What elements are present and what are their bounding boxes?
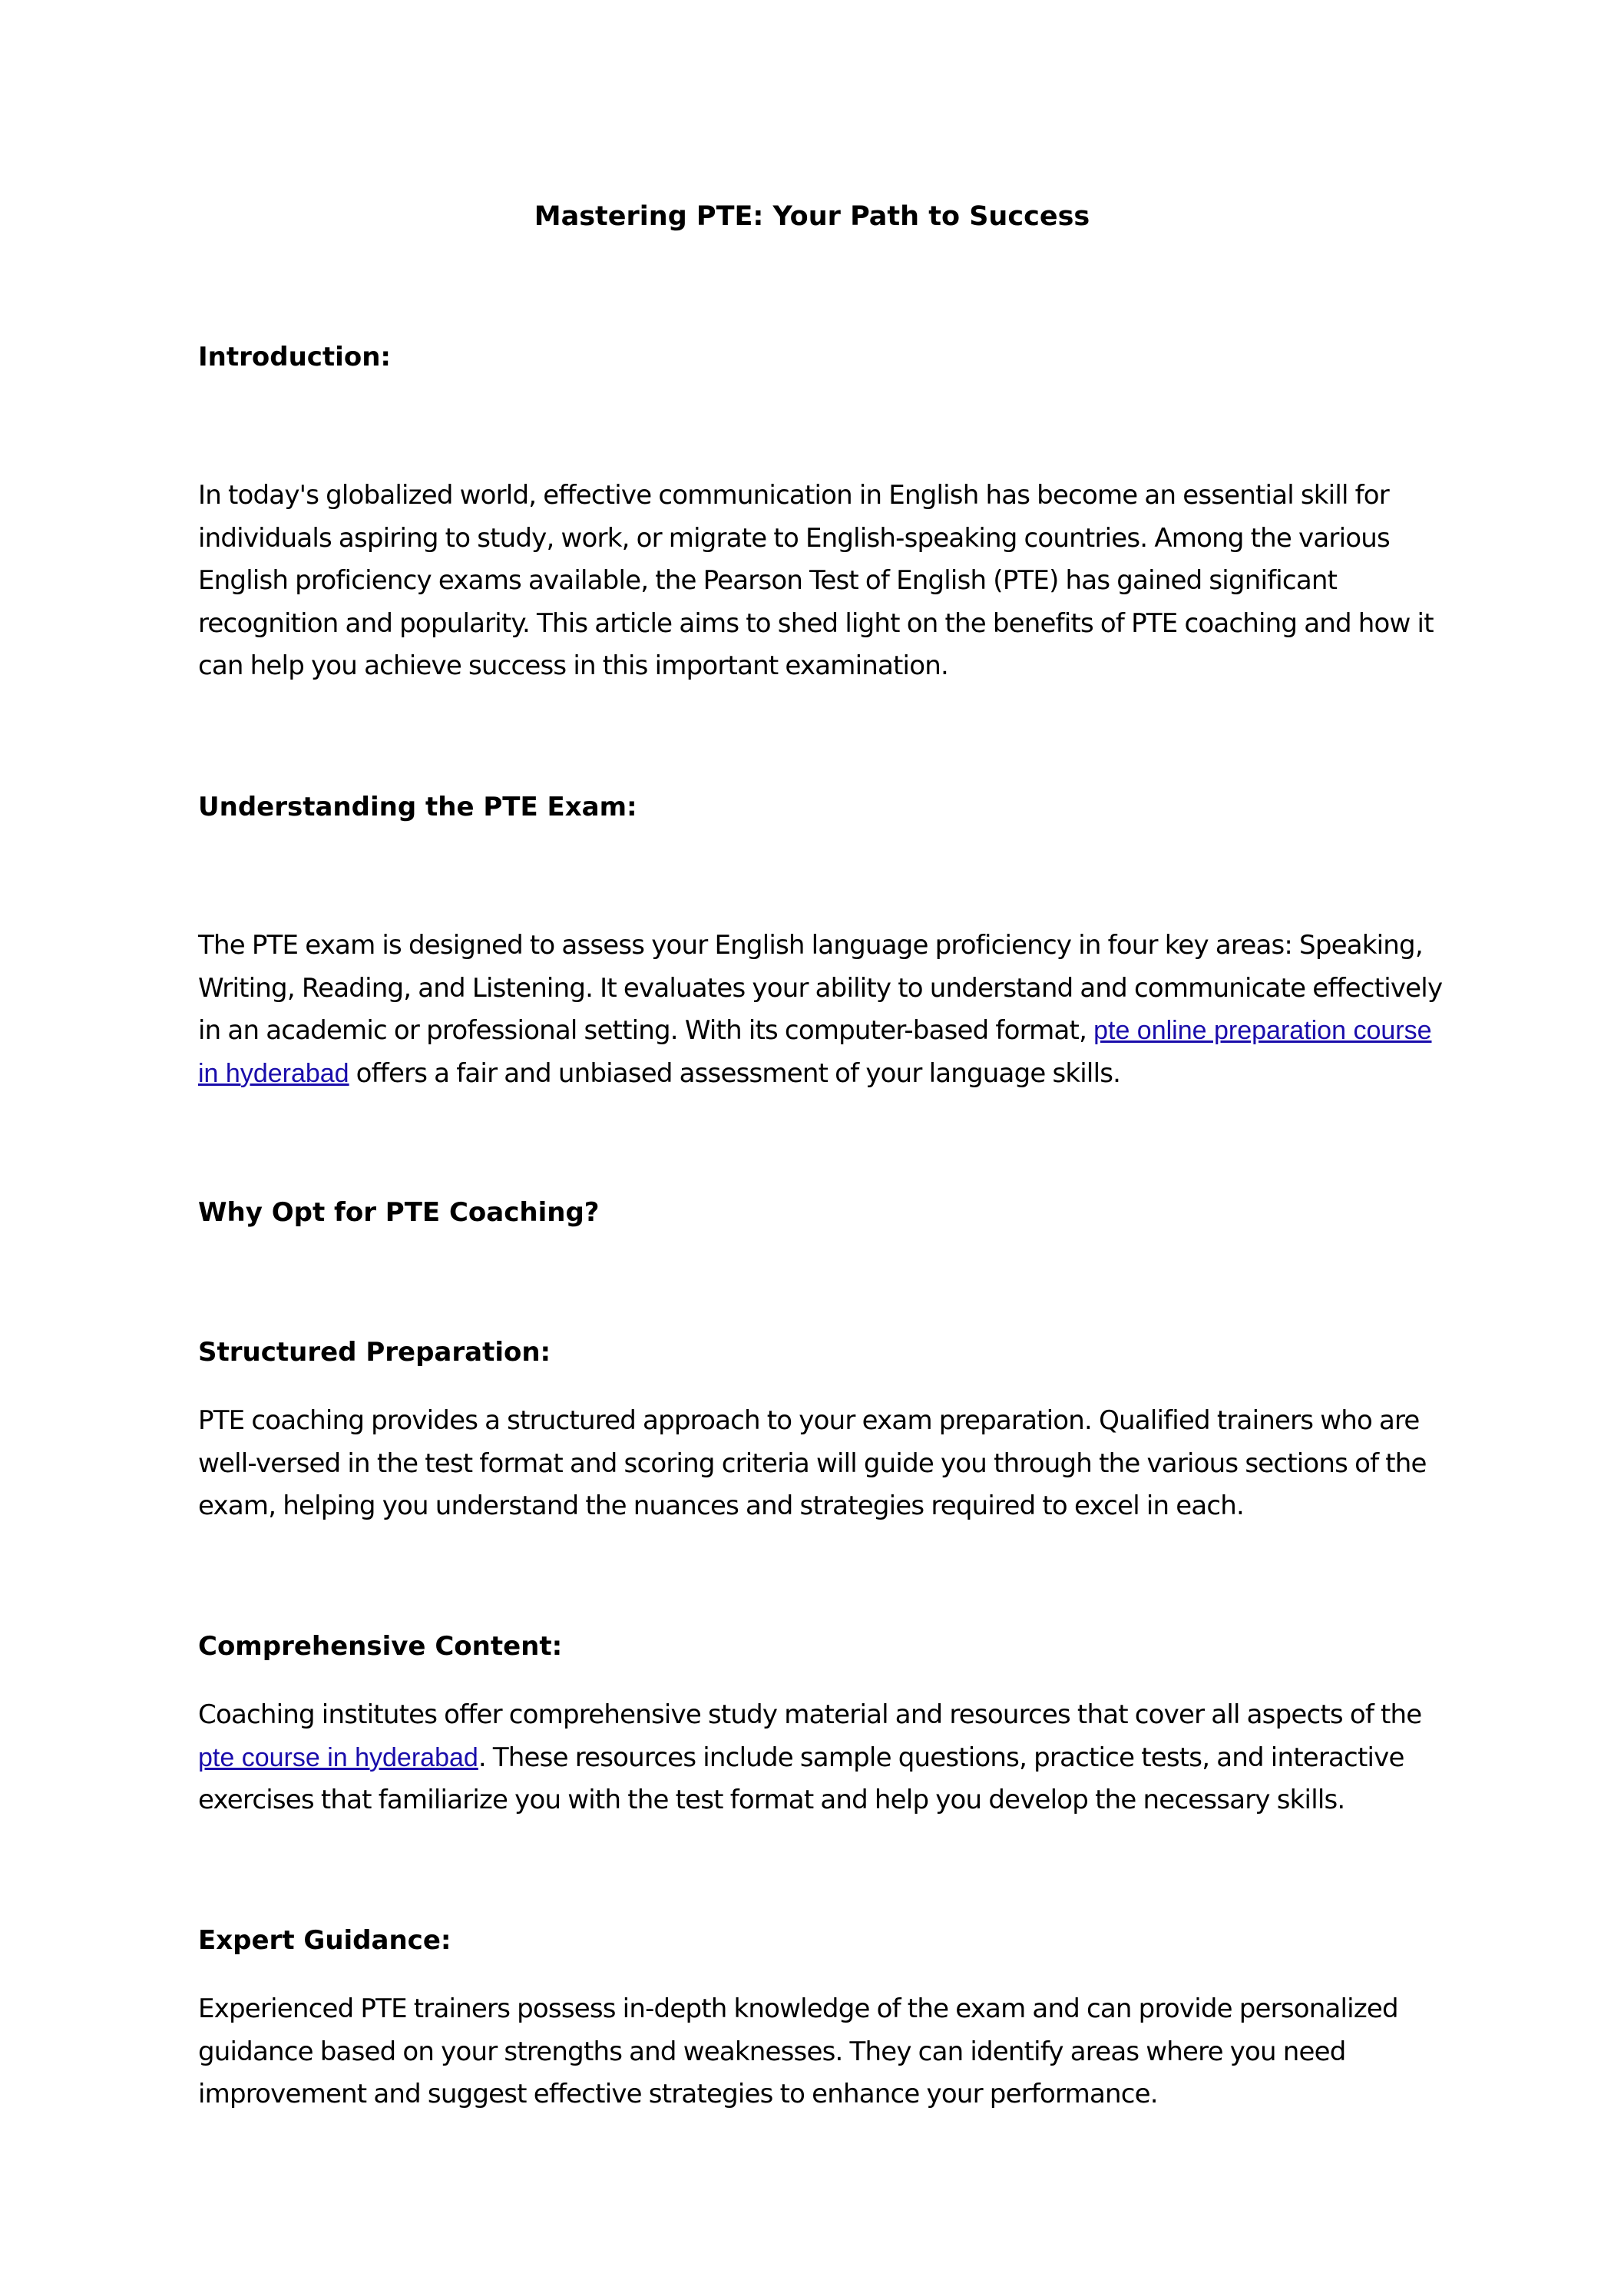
structured-preparation-paragraph: PTE coaching provides a structured approach to your exam preparation. Qualified trainers who are well-versed in the test format and scoring criteria will guide you through the various sections of the exam, helping you understand the nuances and strategies required to excel in each. — [198, 1405, 1427, 1521]
pte-online-preparation-course-link[interactable]: pte online preparation course in hyderabad — [198, 1016, 1432, 1088]
comprehensive-content-paragraph — [198, 1694, 1457, 1822]
comprehensive-text-after: . These resources include sample questions, practice tests, and interactive exercises that familiarize you with the test format and help you develop the necessary skills. — [198, 1742, 1404, 1815]
comprehensive-text-before: Coaching institutes offer comprehensive study material and resources that cover all aspects of the — [198, 1699, 1422, 1730]
understanding-heading: Understanding the PTE Exam: — [198, 792, 637, 822]
structured-preparation-heading: Structured Preparation: — [198, 1337, 551, 1368]
understanding-text-after: offers a fair and unbiased assessment of your language skills. — [349, 1057, 1121, 1089]
introduction-heading: Introduction: — [198, 342, 391, 372]
introduction-paragraph: In today's globalized world, effective communication in English has become an essential skill for individuals aspiring to study, work, or migrate to English-speaking countries. Among the various English proficiency exams available, the Pearson Test of English (PTE) has gained significant recognition and popularity. This article aims to shed light on the benefits of PTE coaching and how it can help you achieve success in this important examination. — [198, 480, 1434, 681]
understanding-paragraph — [198, 925, 1457, 1095]
pte-course-link[interactable]: pte course in hyderabad — [198, 1742, 478, 1772]
understanding-text-before: The PTE exam is designed to assess your English language proficiency in four key areas: Speaking, Writing, Reading, and Listening. It evaluates your ability to understand and communicate effectively in an academic or professional setting. With its computer-based format, — [198, 930, 1443, 1046]
comprehensive-content-heading: Comprehensive Content: — [198, 1631, 563, 1662]
expert-guidance-heading: Expert Guidance: — [198, 1925, 451, 1956]
page-title: Mastering PTE: Your Path to Success — [534, 201, 1090, 232]
why-coaching-heading: Why Opt for PTE Coaching? — [198, 1197, 600, 1228]
expert-guidance-paragraph: Experienced PTE trainers possess in-depth knowledge of the exam and can provide personalized guidance based on your strengths and weaknesses. They can identify areas where you need improvement and suggest effective strategies to enhance your performance. — [198, 1993, 1398, 2109]
